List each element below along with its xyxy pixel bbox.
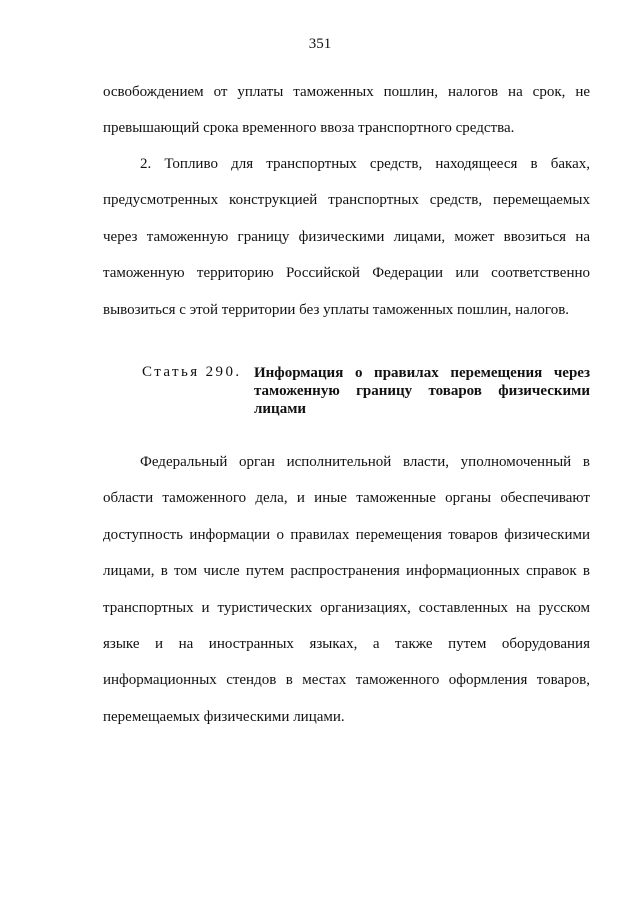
article-title-line: Информация о правилах перемещения через [254,365,590,381]
article-title-line: лицами [254,401,307,417]
text-line: доступность информации о правилах перемещения товаров физическими [103,526,590,543]
text-line: 2. Топливо для транспортных средств, находящееся в баках, [140,156,590,172]
text-line: превышающий срока временного ввоза транспортного средства. [103,120,515,137]
text-line: освобождением от уплаты таможенных пошлин, налогов на срок, не [103,84,590,100]
article-title-line: таможенную границу товаров физическими [254,383,590,399]
text-line: вывозиться с этой территории без уплаты таможенных пошлин, налогов. [103,301,570,318]
paragraph-continuation [103,82,590,155]
text-line: через таможенную границу физическими лицами, может ввозиться на [103,228,590,245]
text-line: языке и на иностранных языках, а также путем оборудования [103,635,590,652]
text-line: таможенную территорию Российской Федерации или соответственно [103,265,590,282]
text-line: перемещаемых физическими лицами. [103,708,345,725]
text-line: области таможенного дела, и иные таможенные органы обеспечивают [103,490,590,507]
text-line: Федеральный орган исполнительной власти, уполномоченный в [140,454,590,470]
page-number: 351 [308,36,332,52]
paragraph-information [103,452,590,743]
text-line: транспортных и туристических организациях, составленных на русском [103,599,590,616]
paragraph-fuel [103,154,590,336]
article-title [254,364,590,418]
text-line: информационных стендов в местах таможенного оформления товаров, [103,672,590,689]
text-line: лицами, в том числе путем распространения информационных справок в [103,563,590,580]
text-line: предусмотренных конструкцией транспортных средств, перемещаемых [103,192,590,209]
article-label: Статья 290. [142,364,242,380]
